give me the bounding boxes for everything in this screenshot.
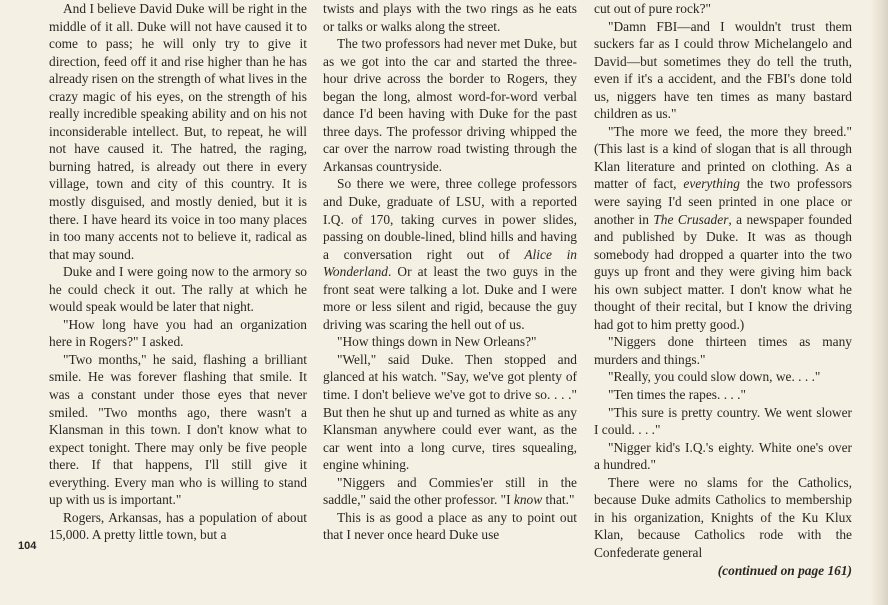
text-run: . Or at least the two guys in the front seat were talking a lot. Duke and I were more or less silent and rigid, because the guy driving was scaring the hell out of us. [323, 264, 577, 332]
paragraph: Rogers, Arkansas, has a population of about 15,000. A pretty little town, but a [49, 509, 307, 543]
paragraph: "This sure is pretty country. We went slower I could. . . ." [594, 404, 852, 438]
paragraph: cut out of pure rock?" [594, 1, 712, 16]
book-title: Alice in Wonderland [323, 246, 577, 280]
paragraph: Duke and I were going now to the armory so he could check it out. The rally at which he would speak would be later that night. [49, 264, 307, 315]
paragraph: "How long have you had an organization here in Rogers?" I asked. [49, 316, 307, 350]
paragraph: "Damn FBI—and I wouldn't trust them suckers far as I could throw Michelangelo and David—but sometimes they do tell the truth, even if it's a accident, and the FBI's done told us, niggers have ten times as many bastard children as us." [594, 18, 852, 122]
text-run: the two professors were saying I'd seen printed in one place or another in [594, 176, 852, 227]
paragraph: twists and plays with the two rings as he eats or talks or walks along the street. [323, 1, 577, 34]
text-run: "Niggers and Commies'er still in the saddle," said the other professor. "I [323, 474, 577, 508]
paragraph [323, 175, 577, 333]
paragraph: "Nigger kid's I.Q.'s eighty. White one's over a hundred." [594, 439, 852, 473]
paragraph: "Niggers done thirteen times as many murders and things." [594, 334, 852, 367]
page-number: 104 [18, 540, 37, 552]
column-1 [49, 0, 307, 544]
text-run: , a newspaper founded and published by Duke. It was as though somebody had dropped a quarter into the two guys up front and they were giving him back his own subject matter. I don't know what he thought of their recital, but I know the driving had got to him pretty good.) [594, 211, 853, 332]
column-3 [594, 0, 852, 579]
column-2 [323, 0, 577, 544]
paragraph: This is as good a place as any to point out that I never once heard Duke use [323, 509, 577, 543]
text-run: So there we were, three college professors and Duke, graduate of LSU, with a reported I.Q. of 170, taking curves in power slides, passing on double-lined, blind hills and having a conversation right out of [323, 176, 577, 262]
paragraph [323, 474, 577, 509]
paragraph: "Two months," he said, flashing a brilliant smile. He was forever flashing that smile. It was a constant under those eyes that never smiled. "Two months ago, there wasn't a Klansman in this town. I don't know what to expect tonight. There may only be five people there. If that happens, I'll still give it everything. Every man who is willing to stand up with us is important." [49, 351, 307, 508]
paragraph: "Really, you could slow down, we. . . ." [608, 369, 821, 385]
text-run: "The more we feed, the more they breed." (This last is a kind of slogan that is all through Klan literature and printed on clothing. As a matter of fact, [594, 123, 852, 192]
paragraph: "How things down in New Orleans?" [337, 334, 537, 350]
emphasis: everything [683, 176, 740, 192]
continued-note: (continued on page 161) [717, 562, 852, 578]
paragraph [594, 123, 852, 334]
paragraph: And I believe David Duke will be right in the middle of it all. Duke will not have caused it to come to pass; he will only try to give it direction, feed off it and rise higher than he has already risen on the strength of what lives in the crazy magic of his eyes, on the strength of his really incredible speaking ability and on his not inconsiderable intellect. But, to repeat, he will not have caused it. The hatred, the raging, burning hatred, is already out there in every village, town and city of this country. It is mostly disguised, and mostly denied, but it is there. I have heard its voice in too many places in too many accents not to believe it, radical as that may sound. [49, 1, 307, 262]
paragraph: There were no slams for the Catholics, because Duke admits Catholics to membership in his organization, Knights of the Ku Klux Klan, because Catholics rode with the Confederate general [594, 474, 852, 560]
text-run: that." [542, 492, 575, 508]
paragraph: "Well," said Duke. Then stopped and glanced at his watch. "Say, we've got plenty of time. I don't believe we've got to drive so. . . ." But then he shut up and turned as white as any Klansman anywhere could ever want, as the car went into a long curve, tires squealing, engine whining. [323, 351, 577, 473]
page-edge-shadow [870, 0, 888, 605]
emphasis: know [513, 492, 543, 508]
newspaper-title: The Crusader [653, 211, 729, 227]
paragraph: "Ten times the rapes. . . ." [608, 387, 746, 403]
paragraph: The two professors had never met Duke, but as we got into the car and started the three-hour drive across the border to Rogers, they began the long, almost word-for-word verbal dance I'd been having with Duke for the past three days. The professor driving whipped the car over the narrow road twisting through the Arkansas countryside. [323, 36, 577, 174]
